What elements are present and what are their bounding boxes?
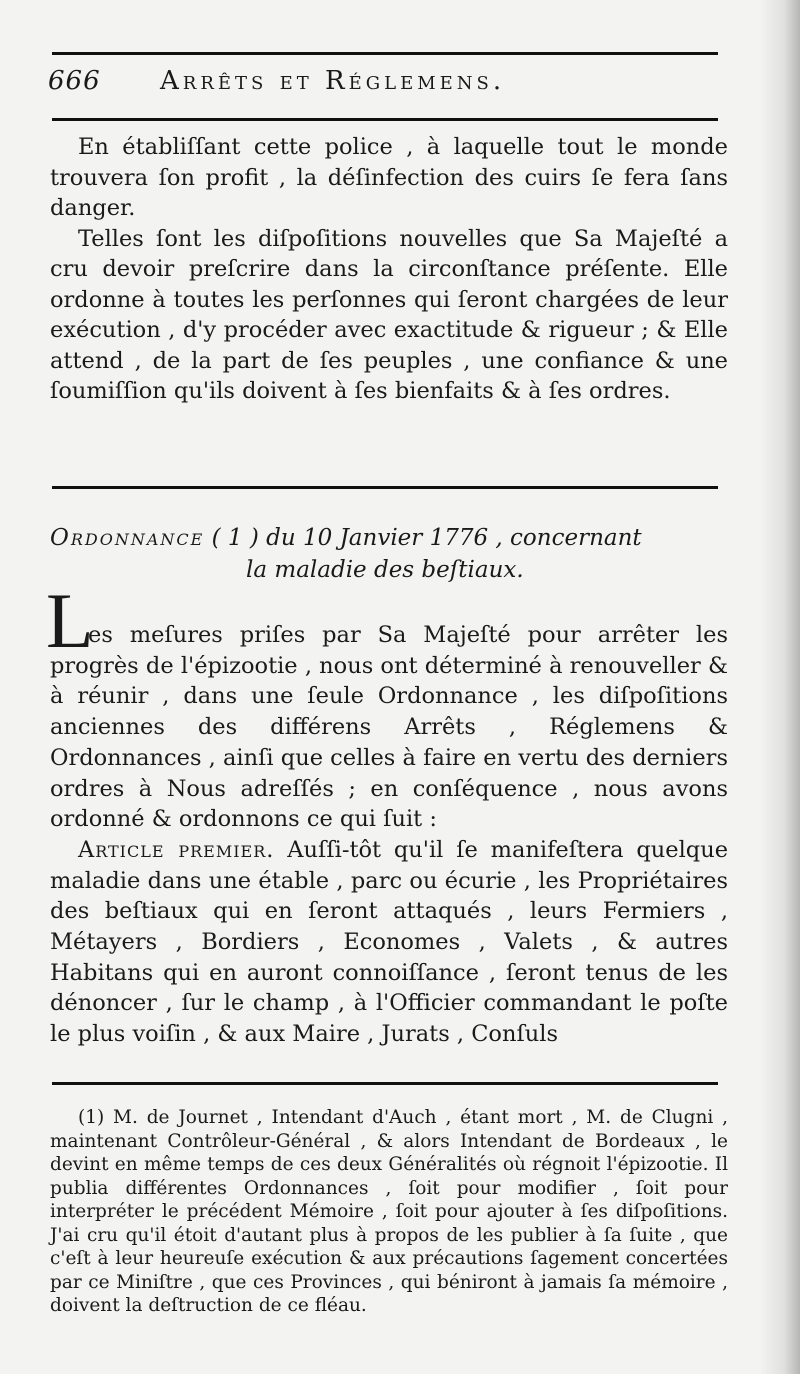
- intro-paragraph-1: En établiſſant cette police , à laquelle tout le monde trouvera ſon profit , la déſinfection des cuirs ſe fera ſans danger.: [50, 134, 728, 221]
- ordinance-title: [50, 522, 728, 586]
- page-number: 666: [48, 66, 101, 96]
- article-1-text: Auſſi-tôt qu'il ſe manifeſtera quelque maladie dans une étable , parc ou écurie , les Propriétaires des beſtiaux qui en ſeront attaqués , leurs Fermiers , Métayers , Bordiers , Economes , Valets , & autres Habitans qui en auront connoiſſance , ſeront tenus de les dénoncer , ſur le champ , à l'Officier commandant le poſte le plus voiſin , & aux Maire , Jurats , Conſuls: [50, 836, 729, 1048]
- drop-cap: L: [46, 577, 94, 664]
- ordinance-title-caps: Ordonnance: [50, 525, 205, 551]
- footnote-text: (1) M. de Journet , Intendant d'Auch , étant mort , M. de Clugni , maintenant Contrôleur-Général , & alors Intendant de Bordeaux , le devint en même temps de ces deux Généralités où régnoit l'épizootie. Il publia différentes Ordonnances , ſoit pour modifier , ſoit pour interpréter le précédent Mémoire , ſoit pour ajouter à ſes diſpoſitions. J'ai cru qu'il étoit d'autant plus à propos de les publier à ſa ſuite , que c'eſt à leur heureuſe exécution & aux précautions ſagement concertées par ce Miniſtre , que ces Provinces , qui béniront à jamais ſa mémoire , doivent la deſtruction de ce fléau.: [50, 1107, 728, 1316]
- intro-paragraph-2: Telles ſont les diſpoſitions nouvelles que Sa Majeſté a cru devoir preſcrire dans la circonſtance préſente. Elle ordonne à toutes les perſonnes qui ſeront chargées de leur exécution , d'y procéder avec exactitude & rigueur ; & Elle attend , de la part de ſes peuples , une confiance & une ſoumiſſion qu'ils doivent à ſes bienfaits & à ſes ordres.: [50, 225, 728, 404]
- running-title: Arrêts et Réglemens.: [160, 66, 506, 96]
- article-1-heading: Article premier.: [78, 836, 275, 863]
- ordinance-title-rest: ( 1 ) du 10 Janvier 1776 , concernant: [204, 525, 642, 551]
- header-top-rule: [52, 52, 718, 55]
- section-divider-rule: [52, 486, 718, 489]
- ordinance-body: [50, 620, 728, 1050]
- ordinance-opening: es meſures priſes par Sa Majeſté pour arrêter les progrès de l'épizootie , nous ont déterminé à renouveller & à réunir , dans une ſeule Ordonnance , les diſpoſitions anciennes des différens Arrêts , Réglemens & Ordonnances , ainſi que celles à faire en vertu des derniers ordres à Nous adreſſés ; en conſéquence , nous avons ordonné & ordonnons ce qui ſuit :: [50, 622, 728, 833]
- page-shadow-edge: [760, 0, 800, 1374]
- header-bottom-rule: [52, 118, 718, 121]
- footnote-rule: [52, 1082, 718, 1085]
- ordinance-title-line-1: [50, 522, 728, 554]
- ordinance-title-line-2: la maladie des beſtiaux.: [246, 557, 524, 583]
- article-1: [50, 835, 728, 1050]
- intro-text: [50, 132, 728, 407]
- footnote: [50, 1106, 728, 1318]
- page-header: [48, 66, 718, 106]
